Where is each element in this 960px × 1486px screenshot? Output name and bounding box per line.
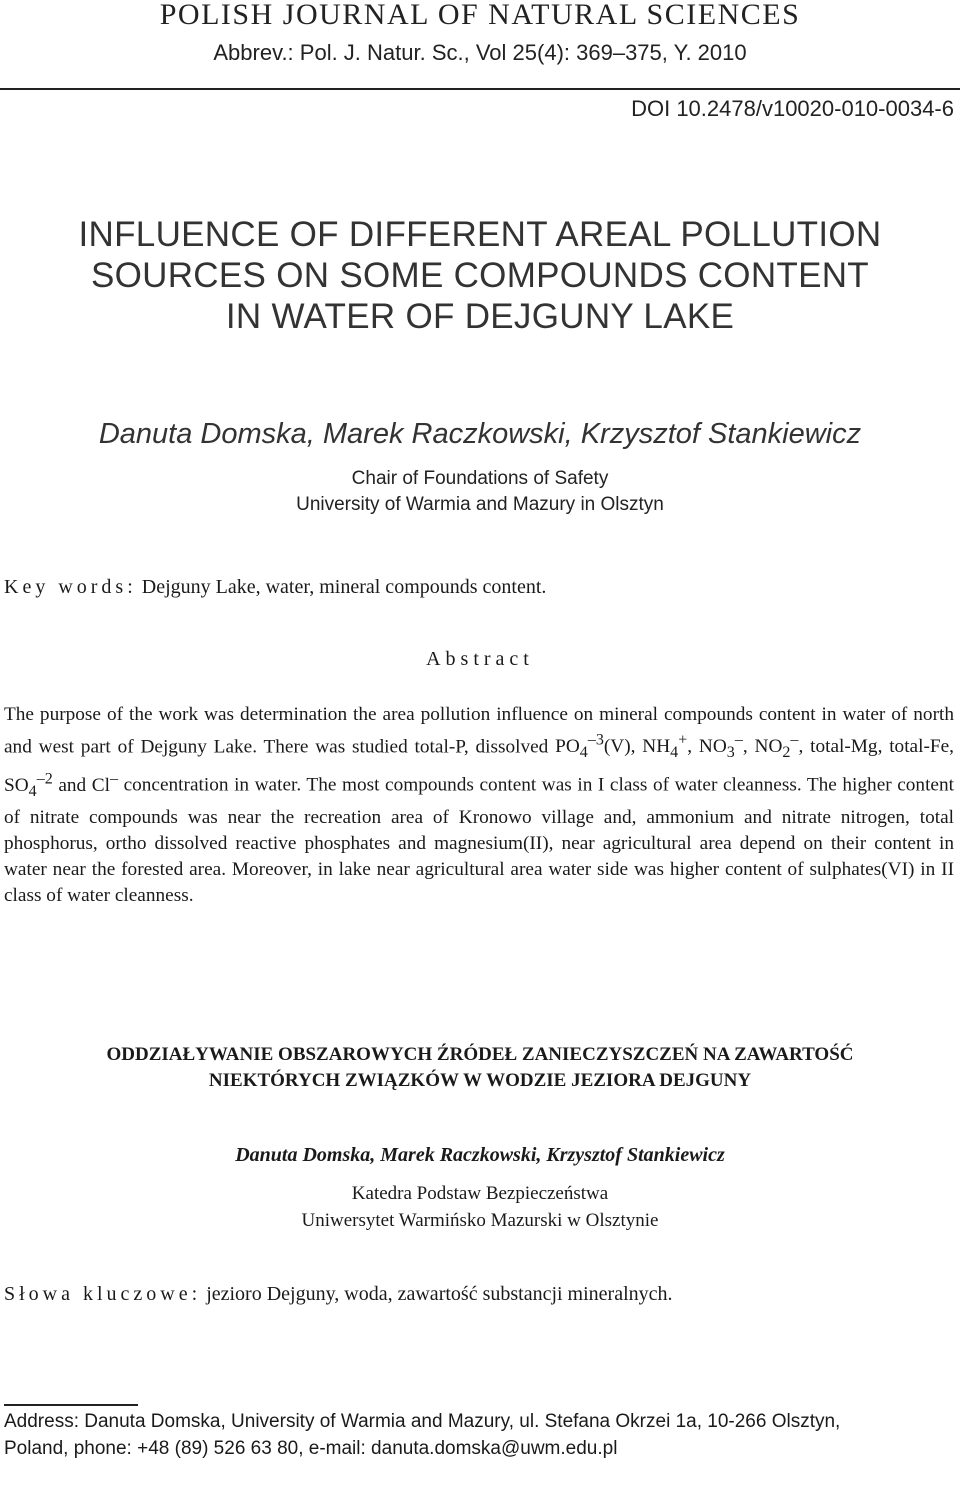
doi: DOI 10.2478/v10020-010-0034-6 — [631, 96, 954, 121]
address-line: Poland, phone: +48 (89) 526 63 80, e-mail: danuta.domska@uwm.edu.pl — [4, 1438, 618, 1459]
footnote-address — [4, 1408, 954, 1462]
address-line: Address: Danuta Domska, University of Warmia and Mazury, ul. Stefana Okrzei 1a, 10-266 Olsztyn, — [4, 1411, 841, 1432]
article-title — [0, 214, 960, 337]
authors: Danuta Domska, Marek Raczkowski, Krzysztof Stankiewicz — [98, 418, 862, 450]
polish-title-line: ODDZIAŁYWANIE OBSZAROWYCH ŹRÓDEŁ ZANIECZYSZCZEŃ NA ZAWARTOŚĆ — [106, 1044, 854, 1065]
abstract-body — [4, 702, 954, 909]
keywords — [4, 576, 954, 599]
polish-title — [0, 1042, 960, 1094]
affiliation-line: University of Warmia and Mazury in Olsztyn — [296, 494, 664, 515]
keywords-text: Dejguny Lake, water, mineral compounds content. — [136, 576, 547, 598]
polish-affiliation — [0, 1180, 960, 1234]
title-line: IN WATER OF DEJGUNY LAKE — [225, 297, 735, 336]
journal-abbreviation: Abbrev.: Pol. J. Natur. Sc., Vol 25(4): 369–375, Y. 2010 — [213, 40, 747, 65]
title-line: INFLUENCE OF DIFFERENT AREAL POLLUTION — [78, 215, 882, 254]
polish-affiliation-line: Uniwersytet Warmińsko Mazurski w Olsztynie — [301, 1210, 659, 1231]
polish-affiliation-line: Katedra Podstaw Bezpieczeństwa — [351, 1183, 609, 1204]
journal-name: POLISH JOURNAL OF NATURAL SCIENCES — [159, 0, 801, 31]
keywords-label: Key words: — [4, 576, 137, 598]
abstract-text: The purpose of the work was determination the area pollution influence on mineral compounds content in water of north and west part of Dejguny Lake. There was studied total-P, dissolved — [4, 704, 954, 758]
affiliation-line: Chair of Foundations of Safety — [351, 468, 609, 489]
polish-keywords — [4, 1283, 954, 1306]
chem-formula: $PO_4^{-3}(V)$, $NH_4^+$, $NO_3^-$, $NO_2^-$, total-Mg, total-Fe, $SO_4^{-2}$ and Cl– — [4, 732, 954, 800]
abstract-text: concentration in water. The most compounds content was in I class of water cleanness. The higher content of nitrate compounds was near the recreation area of Kronowo village and, ammonium and nitrate nitrogen, total phosphorus, ortho dissolved reactive phosphates and magnesium(II), near agricultural area depend on their content in water near the forested area. Moreover, in lake near agricultural area water side was higher content of sulphates(VI) in II class of water cleanness. — [4, 774, 954, 906]
title-line: SOURCES ON SOME COMPOUNDS CONTENT — [90, 256, 869, 295]
polish-title-line: NIEKTÓRYCH ZWIĄZKÓW W WODZIE JEZIORA DEJGUNY — [208, 1070, 752, 1091]
polish-keywords-label: Słowa kluczowe: — [4, 1283, 202, 1305]
footnote-rule — [4, 1404, 138, 1406]
affiliation — [0, 466, 960, 518]
polish-authors: Danuta Domska, Marek Raczkowski, Krzysztof Stankiewicz — [235, 1144, 725, 1166]
abstract-heading: Abstract — [426, 648, 534, 670]
polish-keywords-text: jezioro Dejguny, woda, zawartość substancji mineralnych. — [201, 1283, 673, 1305]
header-rule — [0, 88, 960, 90]
